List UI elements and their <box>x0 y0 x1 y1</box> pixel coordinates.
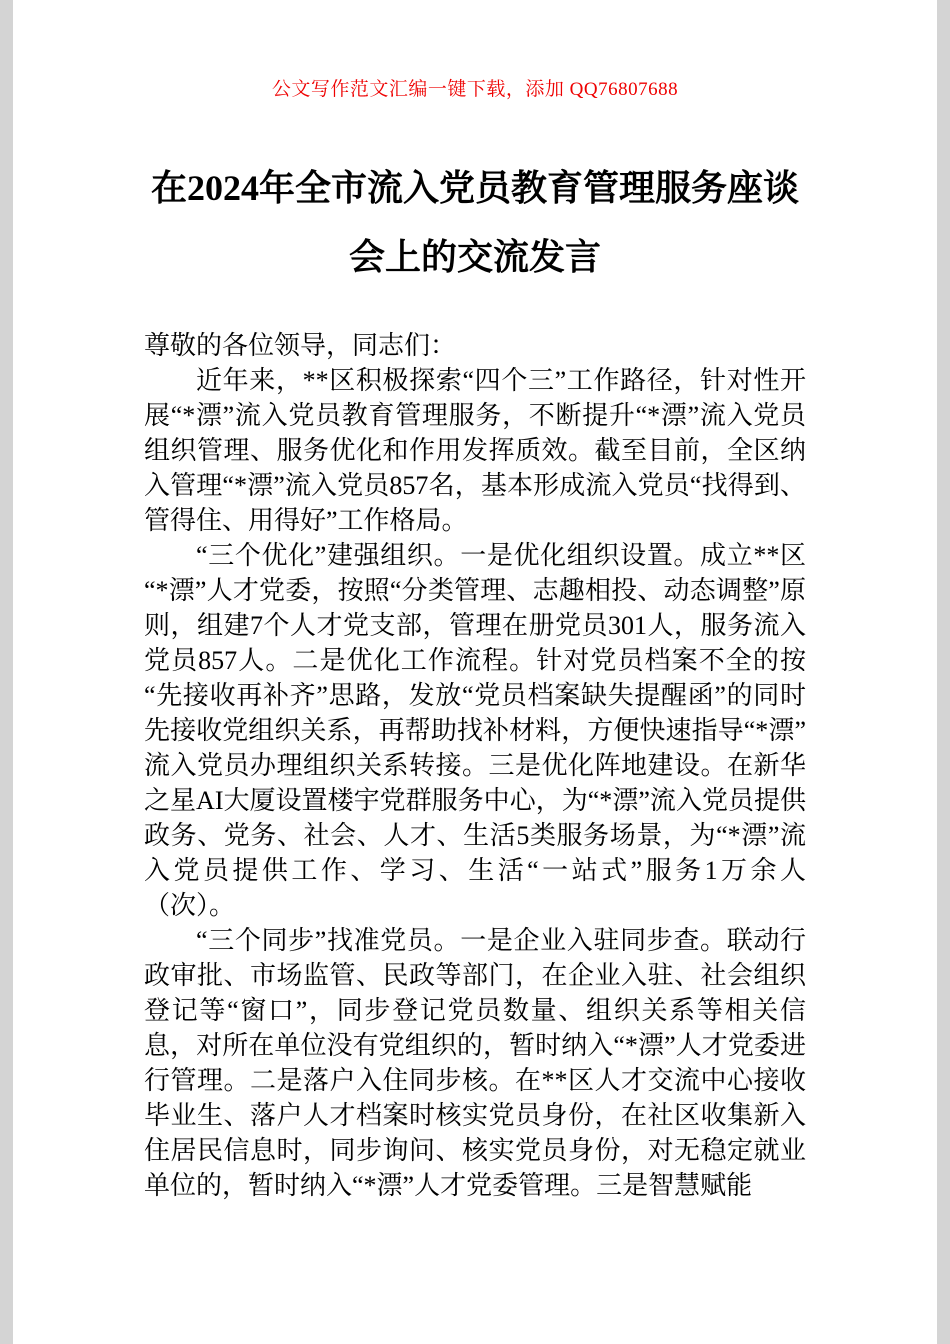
document-body <box>144 328 806 1203</box>
paragraph-three-synchronizations: “三个同步”找准党员。一是企业入驻同步查。联动行政审批、市场监管、民政等部门，在企业入驻、社会组织登记等“窗口”，同步登记党员数量、组织关系等相关信息，对所在单位没有党组织的，暂时纳入“*漂”人才党委进行管理。二是落户入住同步核。在**区人才交流中心接收毕业生、落户人才档案时核实党员身份，在社区收集新入住居民信息时，同步询问、核实党员身份，对无稳定就业单位的，暂时纳入“*漂”人才党委管理。三是智慧赋能 <box>144 926 806 1200</box>
document-title: 在2024年全市流入党员教育管理服务座谈会上的交流发言 <box>150 168 799 277</box>
salutation: 尊敬的各位领导，同志们： <box>144 331 457 360</box>
document-page <box>13 0 937 1344</box>
promo-notice: 公文写作范文汇编一键下载，添加 QQ76807688 <box>271 79 679 100</box>
paragraph-three-optimizations: “三个优化”建强组织。一是优化组织设置。成立**区“*漂”人才党委，按照“分类管理、志趣相投、动态调整”原则，组建7个人才党支部，管理在册党员301人，服务流入党员857人。二是优化工作流程。针对党员档案不全的按“先接收再补齐”思路，发放“党员档案缺失提醒函”的同时先接收党组织关系，再帮助找补材料，方便快速指导“*漂”流入党员办理组织关系转接。三是优化阵地建设。在新华之星AI大厦设置楼宇党群服务中心，为“*漂”流入党员提供政务、党务、社会、人才、生活5类服务场景，为“*漂”流入党员提供工作、学习、生活“一站式”服务1万余人（次）。 <box>144 541 806 920</box>
paragraph-overview: 近年来，**区积极探索“四个三”工作路径，针对性开展“*漂”流入党员教育管理服务，不断提升“*漂”流入党员组织管理、服务优化和作用发挥质效。截至目前，全区纳入管理“*漂”流入党员857名，基本形成流入党员“找得到、管得住、用得好”工作格局。 <box>144 366 806 535</box>
